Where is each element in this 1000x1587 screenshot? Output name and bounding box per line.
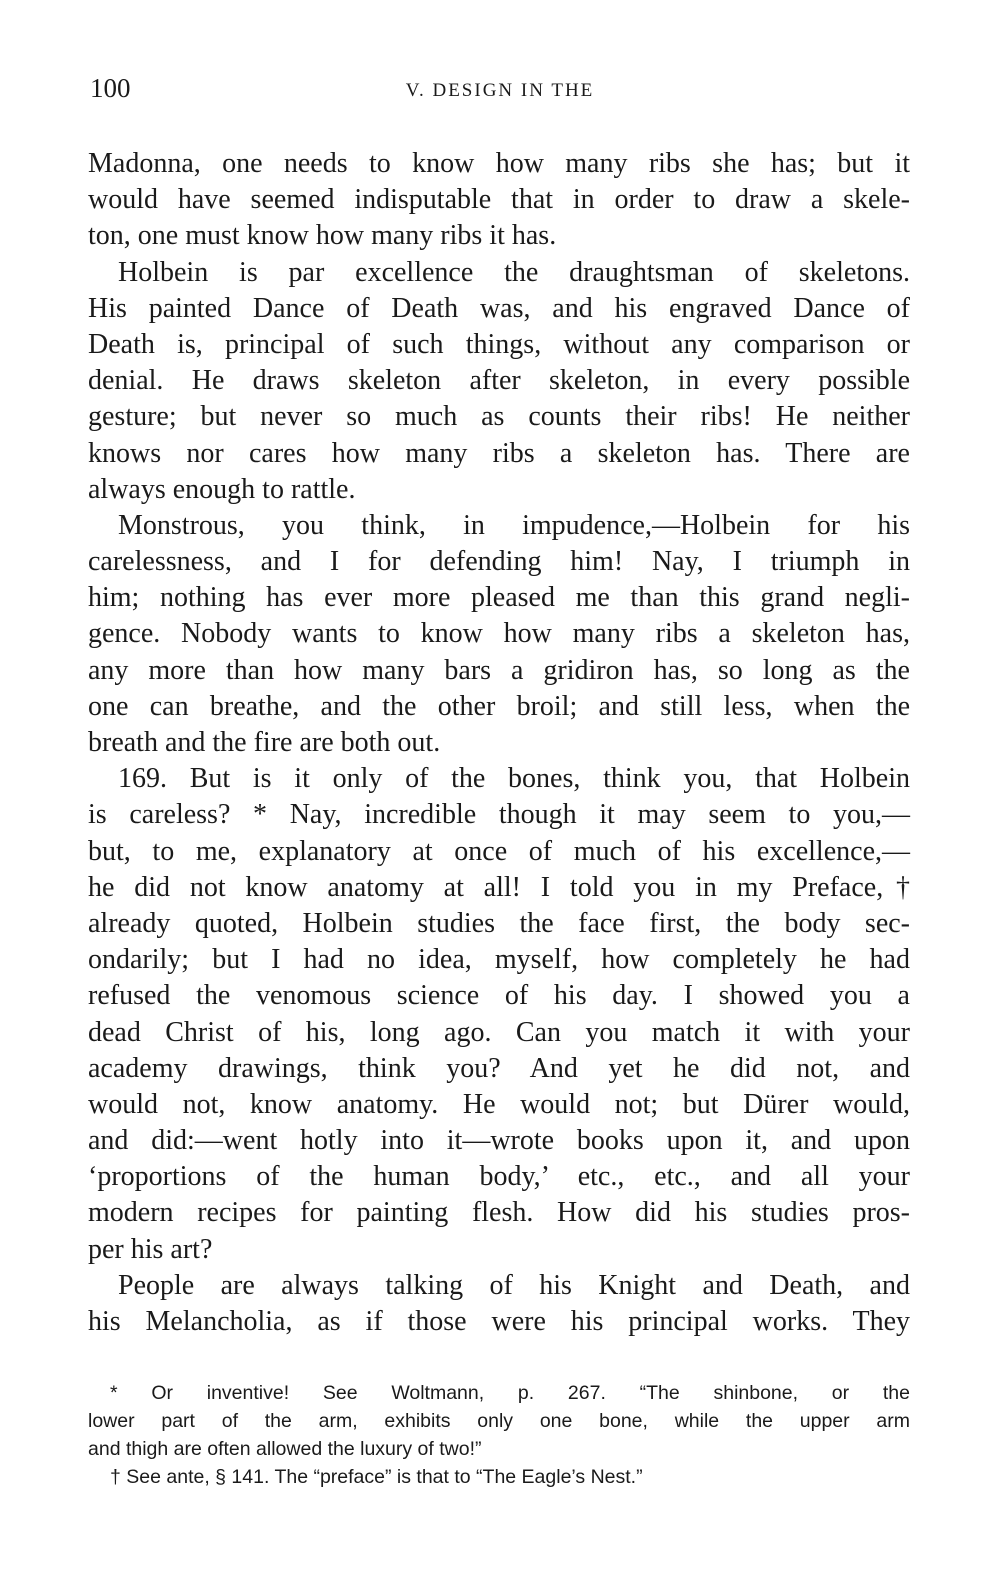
text-line: is careless? * Nay, incredible though it may seem to you,— <box>88 799 910 831</box>
text-line: academy drawings, think you? And yet he did not, and <box>88 1052 910 1084</box>
text-line: gence. Nobody wants to know how many ribs a skeleton has, <box>88 618 910 650</box>
text-line: denial. He draws skeleton after skeleton, in every possible <box>88 365 910 397</box>
text-line: would have seemed indisputable that in order to draw a skele- <box>88 184 910 216</box>
text-line: would not, know anatomy. He would not; but Dürer would, <box>88 1088 910 1120</box>
page-number: 100 <box>90 73 131 103</box>
text-line: per his art? <box>88 1233 213 1265</box>
text-line: but, to me, explanatory at once of much of his excellence,— <box>88 835 910 867</box>
text-line: always enough to rattle. <box>88 473 356 505</box>
text-line: knows nor cares how many ribs a skeleton has. There are <box>88 437 910 469</box>
text-line: already quoted, Holbein studies the face first, the body sec- <box>88 907 910 939</box>
text-line: His painted Dance of Death was, and his engraved Dance of <box>88 292 910 324</box>
text-line: any more than how many bars a gridiron has, so long as the <box>88 654 910 686</box>
footnote-line: * Or inventive! See Woltmann, p. 267. “The shinbone, or the <box>110 1382 910 1404</box>
footnotes <box>88 1379 910 1491</box>
text-line: and did:—went hotly into it—wrote books upon it, and upon <box>88 1125 910 1157</box>
text-line: 169. But is it only of the bones, think you, that Holbein <box>118 763 910 795</box>
text-line: ton, one must know how many ribs it has. <box>88 220 557 252</box>
text-line: People are always talking of his Knight and Death, and <box>118 1269 910 1301</box>
text-line: dead Christ of his, long ago. Can you match it with your <box>88 1016 910 1048</box>
text-line: modern recipes for painting flesh. How did his studies pros- <box>88 1197 910 1229</box>
body-text <box>88 146 910 1340</box>
text-line: Madonna, one needs to know how many ribs she has; but it <box>88 148 910 179</box>
text-line: refused the venomous science of his day. I showed you a <box>88 980 910 1012</box>
text-line: he did not know anatomy at all! I told you in my Preface,† <box>88 871 910 903</box>
footnote-line: and thigh are often allowed the luxury of two!” <box>88 1438 482 1460</box>
text-line: Monstrous, you think, in impudence,—Holbein for his <box>118 509 910 541</box>
footnote-line: † See ante, § 141. The “preface” is that to “The Eagle’s Nest.” <box>110 1466 643 1488</box>
text-line: his Melancholia, as if those were his principal works. They <box>88 1306 910 1337</box>
text-line: gesture; but never so much as counts their ribs! He neither <box>88 401 910 433</box>
text-line: breath and the fire are both out. <box>88 727 441 758</box>
text-line: Holbein is par excellence the draughtsman of skeletons. <box>118 256 910 288</box>
text-line: carelessness, and I for defending him! Nay, I triumph in <box>88 546 910 578</box>
text-line: Death is, principal of such things, without any comparison or <box>88 328 910 360</box>
text-line: one can breathe, and the other broil; and still less, when the <box>88 690 910 722</box>
text-line: ‘proportions of the human body,’ etc., etc., and all your <box>88 1161 910 1193</box>
footnote-line: lower part of the arm, exhibits only one bone, while the upper arm <box>88 1410 910 1432</box>
running-head: V. DESIGN IN THE <box>405 80 595 101</box>
text-line: him; nothing has ever more pleased me than this grand negli- <box>88 582 910 614</box>
text-line: ondarily; but I had no idea, myself, how completely he had <box>88 944 910 976</box>
